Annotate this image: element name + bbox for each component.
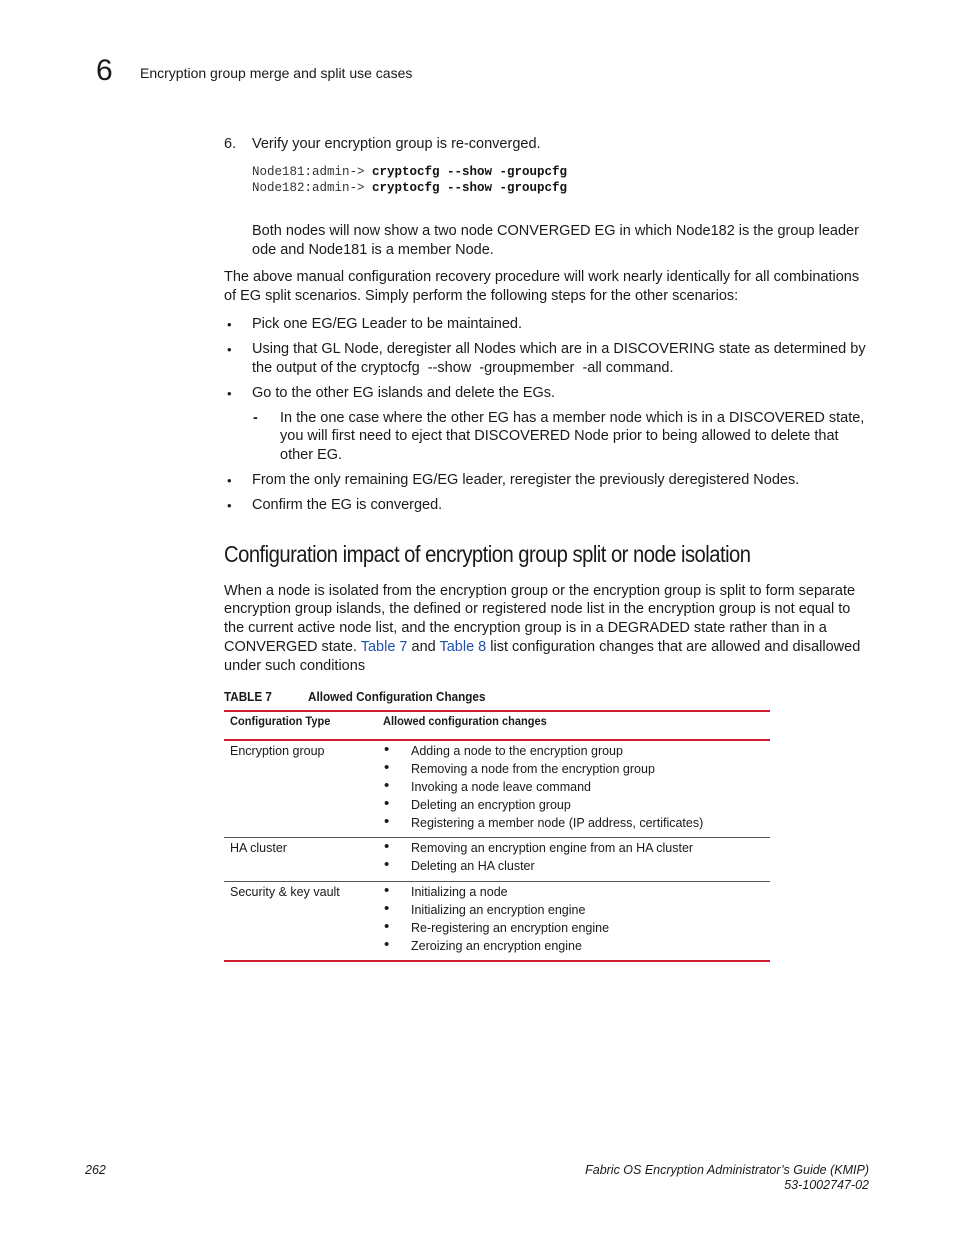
bullet-suffix: command. [601, 360, 674, 376]
sub-bullet-text: In the one case where the other EG has a member node which is in a DISCOVERED state, [280, 410, 865, 426]
list-item: • Registering a member node (IP address, certificates) [384, 814, 703, 832]
code-prompt: Node181:admin-> [252, 165, 373, 179]
section-text: list configuration changes that are allowed and disallowed [486, 639, 861, 655]
table-cell-type: HA cluster [230, 841, 287, 855]
list-item: • Zeroizing an encryption engine [384, 937, 609, 955]
list-item: • Removing a node from the encryption group [384, 760, 703, 778]
recovery-line-2: of EG split scenarios. Simply perform the following steps for the other scenarios: [224, 288, 739, 304]
bullet-icon: • [227, 498, 232, 513]
table-cell-changes [384, 742, 703, 832]
table-cell-changes [384, 883, 609, 955]
bullet-text: Pick one EG/EG Leader to be maintained. [252, 316, 523, 332]
column-header-changes: Allowed configuration changes [383, 714, 547, 728]
table-cell-type: Security & key vault [230, 885, 340, 899]
code-prompt: Node182:admin-> [252, 181, 373, 195]
bullet-text: Using that GL Node, deregister all Nodes which are in a DISCOVERING state as determined by [252, 341, 866, 357]
table8-link[interactable]: Table 8 [439, 639, 487, 655]
code-line-1 [252, 164, 567, 180]
list-item: • Adding a node to the encryption group [384, 742, 703, 760]
section-heading: Configuration impact of encryption group split or node isolation [224, 541, 751, 567]
code-line-2 [252, 180, 567, 196]
section-line-3: the current active node list, and the encryption group is in a DEGRADED state rather than in a [224, 620, 827, 636]
list-item: • Deleting an encryption group [384, 796, 703, 814]
chapter-title: Encryption group merge and split use cases [140, 65, 413, 81]
table-cell-changes [384, 839, 693, 875]
list-item: • Deleting an HA cluster [384, 857, 693, 875]
section-text: and [407, 639, 440, 655]
doc-number: 53-1002747-02 [784, 1178, 869, 1192]
dash-icon: - [253, 410, 258, 426]
section-line-1: When a node is isolated from the encryption group or the encryption group is split to form separate [224, 583, 856, 599]
list-item: • Initializing an encryption engine [384, 901, 609, 919]
bullet-text: From the only remaining EG/EG leader, reregister the previously deregistered Nodes. [252, 472, 800, 488]
sub-bullet-text: you will first need to eject that DISCOVERED Node prior to being allowed to delete that [280, 428, 839, 444]
step-text: Verify your encryption group is re-converged. [252, 136, 541, 152]
bullet-icon: • [227, 473, 232, 488]
bullet-icon: • [227, 317, 232, 332]
list-item: • Re-registering an encryption engine [384, 919, 609, 937]
result-line-1: Both nodes will now show a two node CONVERGED EG in which Node182 is the group leader [252, 223, 859, 239]
table-top-rule [224, 710, 770, 712]
table-caption: Allowed Configuration Changes [308, 689, 486, 704]
section-line-5: under such conditions [224, 658, 366, 674]
section-line-2: encryption group islands, the defined or registered node list in the encryption group is not equal to [224, 601, 851, 617]
code-command: cryptocfg --show -groupcfg [372, 165, 568, 179]
table7-link[interactable]: Table 7 [360, 639, 408, 655]
bullet-text-continued [252, 359, 674, 378]
table-cell-type: Encryption group [230, 744, 325, 758]
recovery-line-1: The above manual configuration recovery procedure will work nearly identically for all combinations [224, 269, 860, 285]
bullet-icon: • [227, 386, 232, 401]
table-row-divider [224, 837, 770, 838]
section-text: CONVERGED state. [224, 639, 361, 655]
page-number: 262 [85, 1163, 106, 1177]
step-number: 6. [224, 136, 237, 152]
section-line-4 [224, 638, 860, 657]
table-bottom-rule [224, 960, 770, 962]
inline-command: cryptocfg --show -groupmember -all [360, 360, 602, 376]
table-row-divider [224, 881, 770, 882]
list-item: • Invoking a node leave command [384, 778, 703, 796]
bullet-text: Go to the other EG islands and delete the EGs. [252, 385, 556, 401]
list-item: • Initializing a node [384, 883, 609, 901]
chapter-number: 6 [96, 54, 113, 87]
sub-bullet-text: other EG. [280, 447, 343, 463]
column-header-type: Configuration Type [230, 714, 331, 728]
bullet-prefix: the output of the [252, 360, 361, 376]
table-header-rule [224, 739, 770, 741]
result-line-2: ode and Node181 is a member Node. [252, 242, 494, 258]
bullet-icon: • [227, 342, 232, 357]
table-label: TABLE 7 [224, 689, 272, 704]
list-item: • Removing an encryption engine from an HA cluster [384, 839, 693, 857]
doc-title: Fabric OS Encryption Administrator’s Guide (KMIP) [585, 1163, 869, 1177]
code-command: cryptocfg --show -groupcfg [372, 181, 568, 195]
bullet-text: Confirm the EG is converged. [252, 497, 443, 513]
